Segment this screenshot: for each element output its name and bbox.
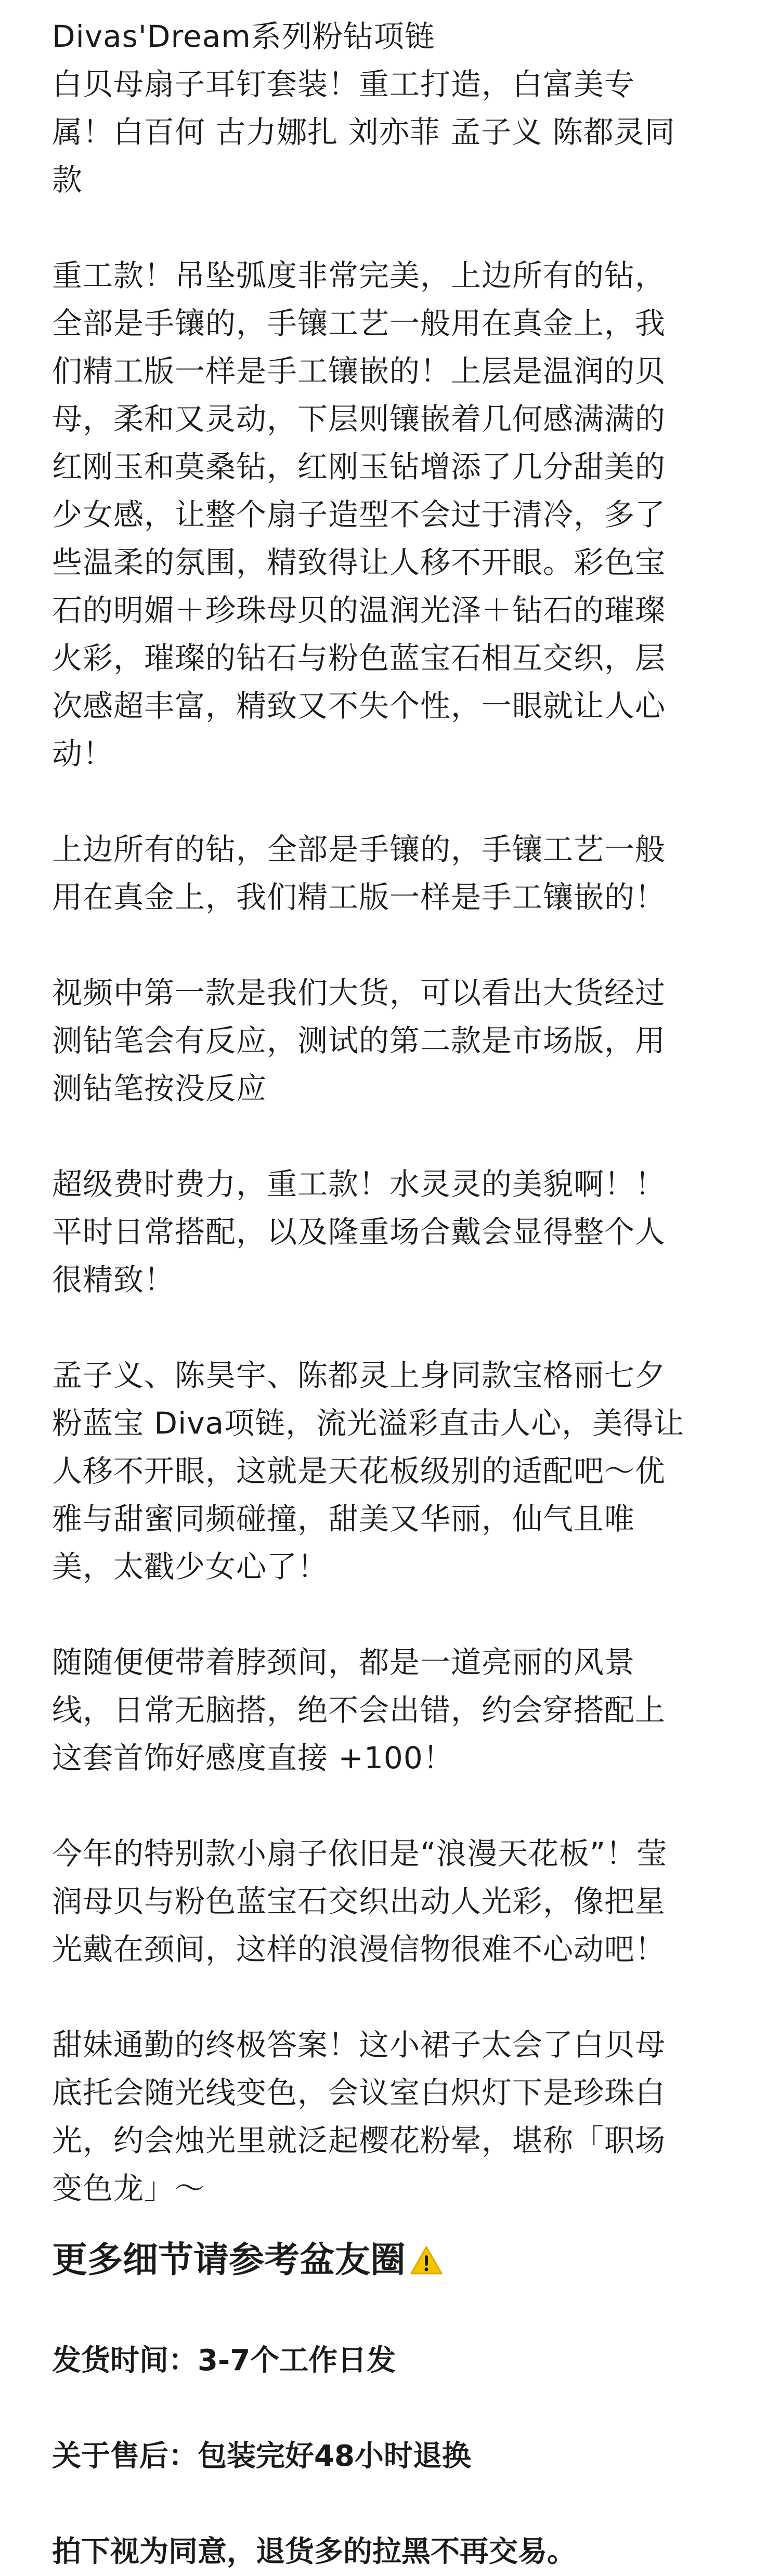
paragraph-line: 们精工版一样是手工镶嵌的！上层是温润的贝 — [52, 353, 666, 389]
warning-icon — [410, 2245, 443, 2276]
info-gap — [52, 2480, 728, 2528]
paragraph-line: 石的明媚＋珍珠母贝的温润光泽＋钻石的璀璨 — [52, 593, 666, 628]
paragraph-line: 孟子义、陈昊宇、陈都灵上身同款宝格丽七夕 — [52, 1358, 666, 1393]
paragraph-line: 视频中第一款是我们大货，可以看出大货经过 — [52, 975, 666, 1010]
paragraph-line: 重工款！吊坠弧度非常完美，上边所有的钻， — [52, 258, 666, 293]
info-gap — [52, 2289, 728, 2337]
paragraph-line: 雅与甜蜜同频碰撞，甜美又华丽，仙气且唯 — [52, 1501, 635, 1536]
details-heading-text: 更多细节请参考盆友圈 — [52, 2240, 406, 2281]
paragraph-line: 动！ — [52, 736, 114, 771]
paragraph-line: 母，柔和又灵动，下层则镶嵌着几何感满满的 — [52, 401, 666, 437]
paragraph-line: 平时日常搭配，以及隆重场合戴会显得整个人 — [52, 1214, 666, 1250]
paragraph-line: 今年的特别款小扇子依旧是“浪漫天花板”！莹 — [52, 1836, 668, 1871]
paragraph-gap — [52, 778, 728, 825]
paragraph-line: 些温柔的氛围，精致得让人移不开眼。彩色宝 — [52, 545, 666, 580]
paragraph-line: 红刚玉和莫桑钻，红刚玉钻增添了几分甜美的 — [52, 449, 666, 484]
paragraph-gap — [52, 1973, 728, 2021]
details-heading — [52, 2232, 728, 2289]
paragraph-line: 这套首饰好感度直接 +100！ — [52, 1740, 454, 1776]
paragraph-line: 甜妹通勤的终极答案！这小裙子太会了白贝母 — [52, 2027, 666, 2062]
paragraph-gap — [52, 921, 728, 969]
paragraph-gap — [52, 1304, 728, 1351]
paragraph-line: 粉蓝宝 Diva项链，流光溢彩直击人心，美得让 — [52, 1405, 685, 1441]
paragraph-line: 润母贝与粉色蓝宝石交织出动人光彩，像把星 — [52, 1884, 666, 1919]
paragraph-line: 底托会随光线变色，会议室白炽灯下是珍珠白 — [52, 2075, 666, 2110]
paragraph-line: 光，约会烛光里就泛起樱花粉晕，堪称「职场 — [52, 2123, 666, 2158]
paragraph-line: 美，太戳少女心了！ — [52, 1549, 329, 1584]
paragraph-line: 白贝母扇子耳钉套装！重工打造，白富美专 — [52, 67, 635, 102]
paragraph-line: 少女感，让整个扇子造型不会过于清冷，多了 — [52, 497, 666, 532]
paragraph-gap — [52, 1591, 728, 1638]
paragraph-line: 光戴在颈间，这样的浪漫信物很难不心动吧！ — [52, 1931, 666, 1967]
paragraph-line: 很精致！ — [52, 1262, 175, 1297]
paragraph-line: Divas'Dream系列粉钻项链 — [52, 19, 435, 54]
paragraph-line: 变色龙」～ — [52, 2171, 206, 2206]
paragraph-line: 火彩，璀璨的钻石与粉色蓝宝石相互交织，层 — [52, 640, 666, 676]
paragraph-line: 线，日常无脑搭，绝不会出错，约会穿搭配上 — [52, 1692, 666, 1728]
post-body — [52, 12, 728, 2212]
paragraph-line: 用在真金上，我们精工版一样是手工镶嵌的！ — [52, 879, 666, 915]
paragraph-gap — [52, 1782, 728, 1830]
paragraph-line: 次感超丰富，精致又不失个性，一眼就让人心 — [52, 688, 666, 724]
info-line: 关于售后：包装完好48小时退换 — [52, 2439, 471, 2473]
info-line: 拍下视为同意，退货多的拉黑不再交易。 — [52, 2535, 576, 2569]
paragraph-line: 随随便便带着脖颈间，都是一道亮丽的风景 — [52, 1645, 635, 1680]
paragraph-line: 属！白百何 古力娜扎 刘亦菲 孟子义 陈都灵同 — [52, 114, 675, 150]
paragraph-line: 测钻笔按没反应 — [52, 1071, 267, 1106]
paragraph-gap — [52, 1112, 728, 1160]
paragraph-line: 超级费时费力，重工款！水灵灵的美貌啊！！ — [52, 1166, 666, 1202]
paragraph-line: 人移不开眼，这就是天花板级别的适配吧～优 — [52, 1453, 666, 1489]
info-gap — [52, 2385, 728, 2433]
paragraph-line: 测钻笔会有反应，测试的第二款是市场版，用 — [52, 1023, 666, 1058]
paragraph-gap — [52, 204, 728, 252]
paragraph-line: 款 — [52, 162, 83, 198]
order-info — [52, 2289, 728, 2576]
info-line: 发货时间：3-7个工作日发 — [52, 2344, 396, 2377]
paragraph-line: 全部是手镶的，手镶工艺一般用在真金上，我 — [52, 306, 666, 341]
paragraph-line: 上边所有的钻，全部是手镶的，手镶工艺一般 — [52, 832, 666, 867]
